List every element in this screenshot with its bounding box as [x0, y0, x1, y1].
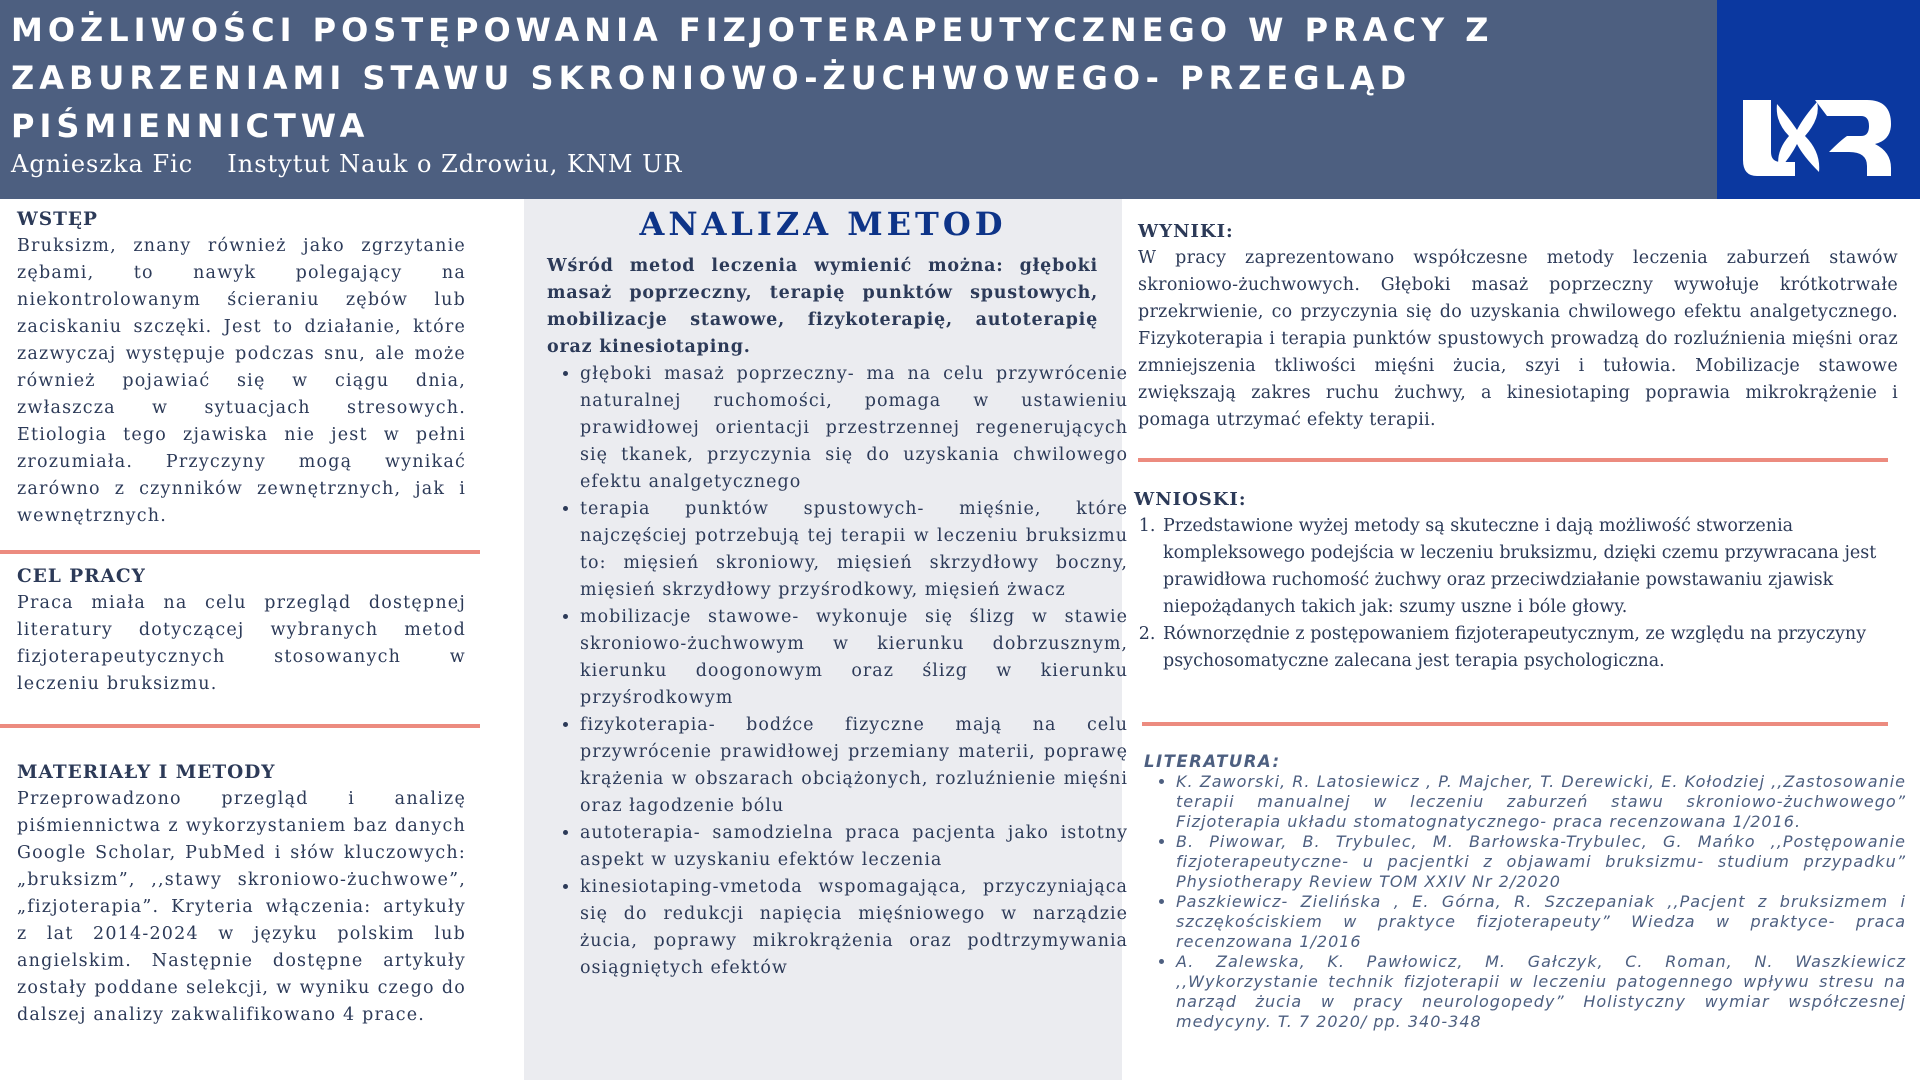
reference-item: • Paszkiewicz- Zielińska , E. Górna, R. Szczepaniak ,,Pacjent z bruksizmem i szczękościskiem w praktyce fizjoterapeuty” Wiedza w praktyce- praca recenzowana 1/2016 — [1176, 892, 1906, 952]
author-name: Agnieszka Fic — [11, 150, 194, 178]
section-wstep — [17, 206, 466, 530]
section-cel-pracy — [17, 563, 466, 698]
analiza-heading: ANALIZA METOD — [639, 205, 1007, 243]
left-column-cel — [17, 563, 466, 698]
left-column — [17, 206, 466, 530]
section-divider — [0, 550, 480, 554]
list-item: 1. Przedstawione wyżej metody są skuteczne i dają możliwość stworzenia kompleksowego podejścia w leczeniu bruksizmu, dzięki czemu przywracana jest prawidłowa ruchomość żuchwy oraz przeciwdziałanie powstawaniu zjawisk niepożądanych takich jak: szumy uszne i bóle głowy. — [1161, 513, 1898, 621]
cel-pracy-heading: CEL PRACY — [17, 566, 146, 587]
list-item: • głęboki masaż poprzeczny- ma na celu przywrócenie naturalnej ruchomości, pomaga w ustawieniu prawidłowej orientacji przestrzennej regenerujących się tkanek, przyczynia się do uzyskania chwilowego efektu analgetycznego — [580, 361, 1128, 496]
reference-item: • A. Zalewska, K. Pawłowicz, M. Gałczyk, C. Roman, N. Waszkiewicz ,,Wykorzystanie technik fizjoterapii w leczeniu patogennego wpływu stresu na narząd żucia w pracy neurologopedy” Holistyczny wymiar współczesnej medycyny. T. 7 2020/ pp. 340-348 — [1176, 952, 1906, 1032]
literatura-heading: LITERATURA: — [1144, 752, 1281, 771]
list-item: • fizykoterapia- bodźce fizyczne mają na celu przywrócenie prawidłowej przemiany materii, poprawę krążenia w obszarach obciążonych, rozluźnienie mięśni oraz łagodzenie bólu — [580, 712, 1128, 820]
materialy-heading: MATERIAŁY I METODY — [17, 762, 276, 783]
section-literatura — [1144, 752, 1906, 1032]
list-item: • autoterapia- samodzielna praca pacjenta jako istotny aspekt w uzyskaniu efektów leczenia — [580, 820, 1128, 874]
analiza-lead: Wśród metod leczenia wymienić można: głęboki masaż poprzeczny, terapię punktów spustowych, mobilizacje stawowe, fizykoterapię, autoterapię oraz kinesiotaping. — [547, 256, 1098, 357]
cel-pracy-text: Praca miała na celu przegląd dostępnej literatury dotyczącej wybranych metod fizjoterapeutycznych stosowanych w leczeniu bruksizmu. — [17, 593, 466, 694]
wstep-text: Bruksizm, znany również jako zgrzytanie zębami, to nawyk polegający na niekontrolowanym ścieraniu zębów lub zaciskaniu szczęki. Jest to działanie, które zazwyczaj występuje podczas snu, ale może również pojawiać się w ciągu dnia, zwłaszcza w sytuacjach stresowych. Etiologia tego zjawiska nie jest w pełni zrozumiała. Przyczyny mogą wynikać zarówno z czynników zewnętrznych, jak i wewnętrznych. — [17, 236, 466, 526]
section-materialy — [17, 759, 466, 1029]
list-item: • kinesiotaping-vmetoda wspomagająca, przyczyniająca się do redukcji napięcia mięśniowego w narządzie żucia, poprawy mikrokrążenia oraz podtrzymywania osiągniętych efektów — [580, 874, 1128, 982]
wstep-heading: WSTĘP — [17, 209, 98, 230]
literatura-list — [1144, 772, 1906, 1032]
wyniki-text: W pracy zaprezentowano współczesne metody leczenia zaburzeń stawów skroniowo-żuchwowych. Głęboki masaż poprzeczny wywołuje krótkotrwałe przekrwienie, co przyczynia się do uzyskania chwilowego efektu analgetycznego. Fizykoterapia i terapia punktów spustowych prowadzą do rozluźnienia mięśni oraz zmniejszenia tkliwości mięśni żucia, szyi i tułowia. Mobilizacje stawowe zwiększają zakres ruchu żuchwy, a kinesiotaping poprawia mikrokrążenie i pomaga utrzymać efekty terapii. — [1138, 248, 1898, 430]
analiza-panel — [524, 199, 1128, 1080]
wnioski-heading: WNIOSKI: — [1134, 489, 1247, 510]
author-affiliation: Instytut Nauk o Zdrowiu, KNM UR — [227, 150, 683, 178]
ur-logo-icon — [1737, 96, 1897, 178]
list-item: 2. Równorzędnie z postępowaniem fizjoterapeutycznym, ze względu na przyczyny psychosomatyczne zalecana jest terapia psychologiczna. — [1161, 621, 1898, 675]
section-wnioski — [1134, 486, 1898, 675]
section-divider — [1138, 458, 1888, 462]
materialy-text: Przeprowadzono przegląd i analizę piśmiennictwa z wykorzystaniem baz danych Google Scholar, PubMed i słów kluczowych: „bruksizm”, ,,stawy skroniowo-żuchwowe”, „fizjoterapia”. Kryteria włączenia: artykuły z lat 2014-2024 w języku polskim lub angielskim. Następnie dostępne artykuły zostały poddane selekcji, w wyniku czego do dalszej analizy zakwalifikowano 4 prace. — [17, 789, 466, 1025]
left-column-materialy — [17, 759, 466, 1029]
list-item: • terapia punktów spustowych- mięśnie, które najczęściej potrzebują tej terapii w leczeniu bruksizmu to: mięsień skroniowy, mięsień skrzydłowy boczny, mięsień skrzydłowy przyśrodkowy, mięsień żwacz — [580, 496, 1128, 604]
university-logo — [1717, 0, 1920, 199]
analiza-list — [550, 361, 1128, 982]
section-wyniki — [1138, 218, 1898, 434]
reference-item: • K. Zaworski, R. Latosiewicz , P. Majcher, T. Derewicki, E. Kołodziej ,,Zastosowanie terapii manualnej w leczeniu zaburzeń stawu skroniowo-żuchwowego” Fizjoterapia układu stomatognatycznego- praca recenzowana 1/2016. — [1176, 772, 1906, 832]
reference-item: • B. Piwowar, B. Trybulec, M. Barłowska-Trybulec, G. Mańko ,,Postępowanie fizjoterapeutyczne- u pacjentki z objawami bruksizmu- studium przypadku” Physiotherapy Review TOM XXIV Nr 2/2020 — [1176, 832, 1906, 892]
poster-header — [0, 0, 1717, 199]
wnioski-list — [1134, 513, 1898, 675]
author-line — [11, 150, 716, 178]
list-item: • mobilizacje stawowe- wykonuje się ślizg w stawie skroniowo-żuchwowym w kierunku dobrzusznym, kierunku doogonowym oraz ślizg w kierunku przyśrodkowym — [580, 604, 1128, 712]
section-divider — [1142, 722, 1888, 726]
section-divider — [0, 724, 480, 728]
poster-title: MOŻLIWOŚCI POSTĘPOWANIA FIZJOTERAPEUTYCZNEGO W PRACY Z ZABURZENIAMI STAWU SKRONIOWO-ŻUCHWOWEGO- PRZEGLĄD PIŚMIENNICTWA — [11, 11, 1494, 145]
wyniki-heading: WYNIKI: — [1138, 221, 1234, 242]
